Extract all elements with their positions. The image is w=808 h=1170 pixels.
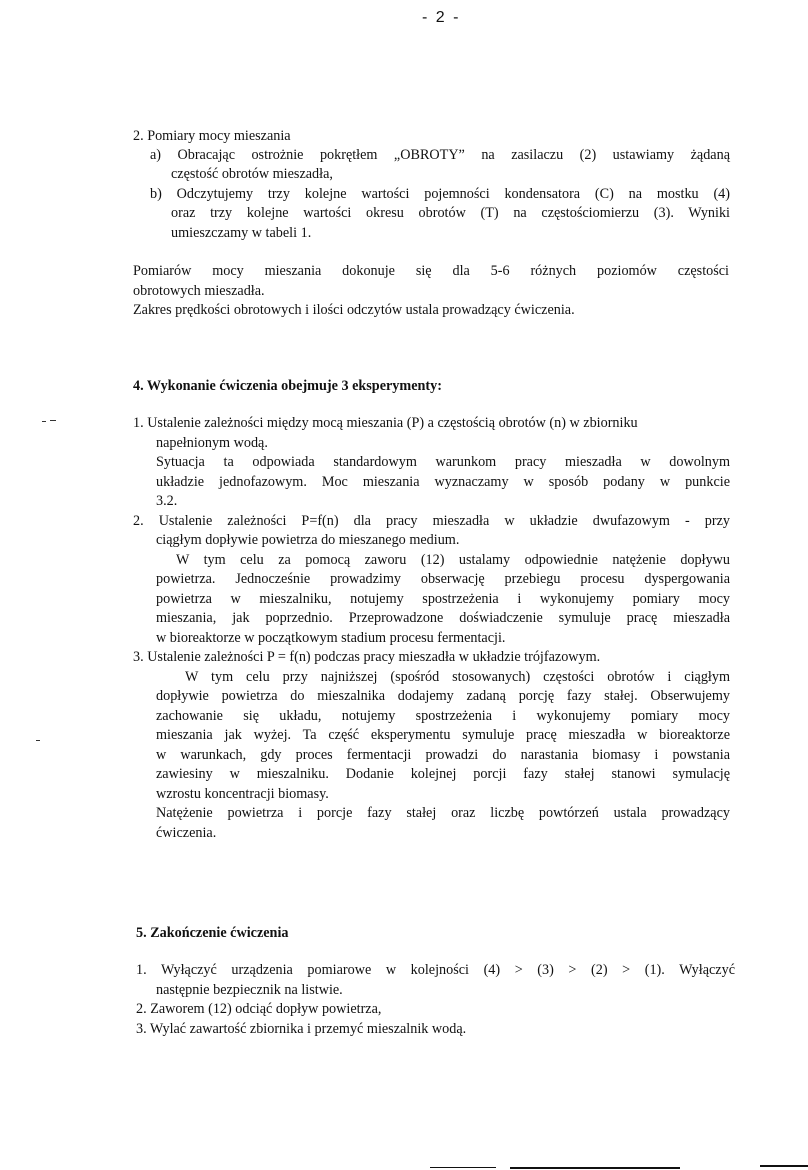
end-step-1-line-1: 1. Wyłączyć urządzenia pomiarowe w kolejności (4) > (3) > (2) > (1). Wyłączyć	[136, 962, 735, 978]
step-a-line-1: a) Obracając ostrożnie pokrętłem „OBROTY” na zasilaczu (2) ustawiamy żądaną	[150, 147, 730, 163]
exp-2-line-5: powietrza w mieszalniku, notujemy spostrzeżenia i wykonujemy pomiary mocy	[156, 591, 730, 607]
exp-3-line-5: mieszania jak wyżej. Ta część eksperymentu symuluje pracę mieszadła w bioreaktorze	[156, 727, 730, 743]
exp-2-line-2: ciągłym dopływie powietrza do mieszanego medium.	[156, 532, 460, 548]
section-5-heading: 5. Zakończenie ćwiczenia	[136, 925, 289, 941]
exp-3-line-9: Natężenie powietrza i porcje fazy stałej oraz liczbę powtórzeń ustala prowadzący	[156, 805, 730, 821]
exp-3-line-7: zawiesiny w mieszalniku. Dodanie kolejnej porcji fazy stałej stanowi symulację	[156, 766, 730, 782]
exp-2-line-7: w bioreaktorze w początkowym stadium procesu fermentacji.	[156, 630, 506, 646]
step-b-line-2: oraz trzy kolejne wartości okresu obrotów (T) na częstościomierzu (3). Wyniki	[171, 205, 730, 221]
exp-2-line-4: powietrza. Jednocześnie prowadzimy obserwację przebiegu procesu dyspergowania	[156, 571, 730, 587]
step-b-line-3: umieszczamy w tabeli 1.	[171, 225, 312, 241]
paragraph-2: Zakres prędkości obrotowych i ilości odczytów ustala prowadzący ćwiczenia.	[133, 302, 575, 318]
exp-3-line-10: ćwiczenia.	[156, 825, 217, 841]
exp-1-line-4: układzie jednofazowym. Moc mieszania wyznaczamy w sposób podany w punkcie	[156, 474, 730, 490]
step-b-line-1: b) Odczytujemy trzy kolejne wartości pojemności kondensatora (C) na mostku (4)	[150, 186, 730, 202]
exp-2-line-3: W tym celu za pomocą zaworu (12) ustalamy odpowiednie natężenie dopływu	[176, 552, 730, 568]
page-number: - 2 -	[422, 9, 461, 26]
exp-3-line-8: wzrostu koncentracji biomasy.	[156, 786, 329, 802]
exp-2-line-6: mieszania, jak poprzednio. Przeprowadzone doświadczenie symuluje pracę mieszadła	[156, 610, 730, 626]
footer-rule	[510, 1167, 680, 1169]
scan-mark	[36, 740, 40, 741]
end-step-3: 3. Wylać zawartość zbiornika i przemyć mieszalnik wodą.	[136, 1021, 467, 1037]
exp-2-line-1: 2. Ustalenie zależności P=f(n) dla pracy mieszadła w układzie dwufazowym - przy	[133, 513, 730, 529]
end-step-1-line-2: następnie bezpiecznik na listwie.	[156, 982, 343, 998]
exp-3-line-6: w warunkach, gdy proces fermentacji prowadzi do narastania biomasy i powstania	[156, 747, 730, 763]
exp-3-line-4: zachowanie się układu, notujemy spostrzeżenia i wykonujemy pomiary mocy	[156, 708, 730, 724]
paragraph-1-line-2: obrotowych mieszadła.	[133, 283, 265, 299]
scan-mark	[50, 420, 56, 421]
footer-rule	[430, 1167, 496, 1168]
exp-3-line-2: W tym celu przy najniższej (spośród stosowanych) częstości obrotów i ciągłym	[185, 669, 730, 685]
exp-1-line-2: napełnionym wodą.	[156, 435, 268, 451]
footer-rule	[760, 1165, 808, 1167]
exp-3-line-3: dopływie powietrza do mieszalnika dodajemy zadaną porcję fazy stałej. Obserwujemy	[156, 688, 730, 704]
step-a-line-2: częstość obrotów mieszadła,	[171, 166, 333, 182]
exp-1-line-1: 1. Ustalenie zależności między mocą mieszania (P) a częstością obrotów (n) w zbiorniku	[133, 415, 638, 431]
exp-1-line-5: 3.2.	[156, 493, 178, 509]
section-4-heading: 4. Wykonanie ćwiczenia obejmuje 3 eksperymenty:	[133, 378, 442, 394]
paragraph-1-line-1: Pomiarów mocy mieszania dokonuje się dla 5-6 różnych poziomów częstości	[133, 263, 729, 279]
exp-1-line-3: Sytuacja ta odpowiada standardowym warunkom pracy mieszadła w dowolnym	[156, 454, 730, 470]
end-step-2: 2. Zaworem (12) odciąć dopływ powietrza,	[136, 1001, 382, 1017]
section-2-title: 2. Pomiary mocy mieszania	[133, 128, 291, 144]
scan-mark	[42, 421, 46, 422]
exp-3-line-1: 3. Ustalenie zależności P = f(n) podczas pracy mieszadła w układzie trójfazowym.	[133, 649, 601, 665]
